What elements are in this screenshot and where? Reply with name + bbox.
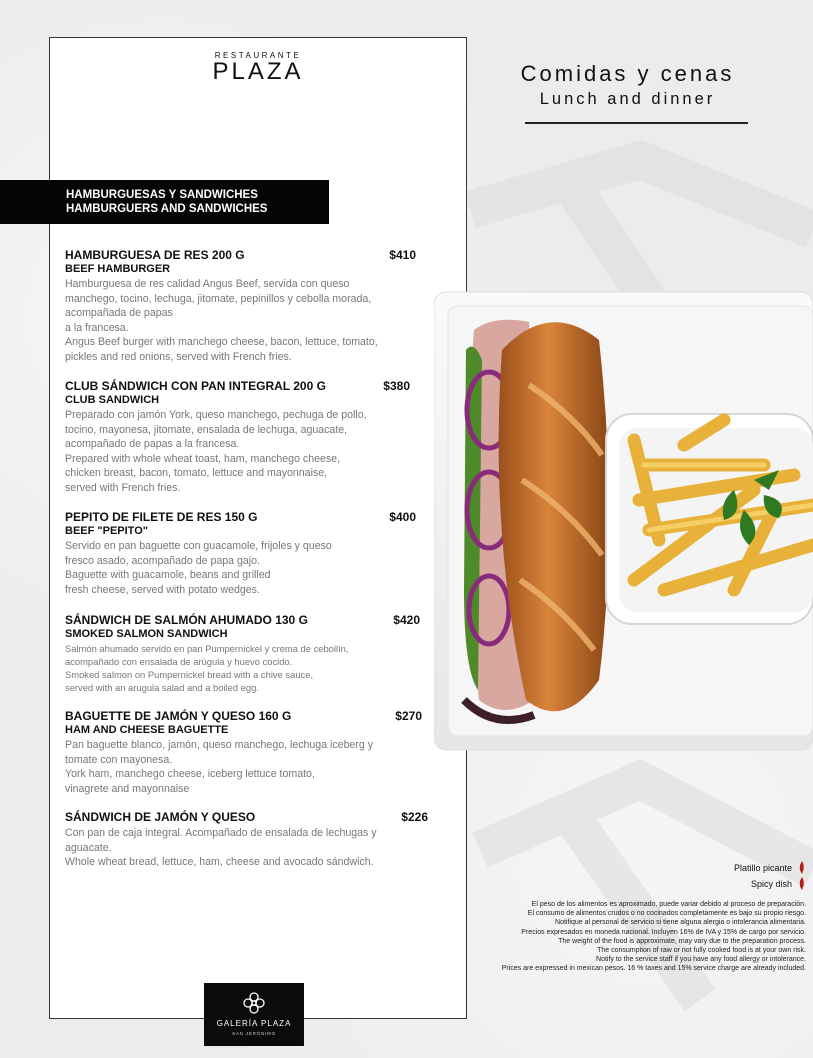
chili-icon	[798, 861, 805, 875]
item-price: $226	[401, 810, 428, 824]
item-name: CLUB SÁNDWICH CON PAN INTEGRAL 200 G	[65, 379, 326, 393]
item-description: Preparado con jamón York, queso manchego, pechuga de pollo, tocino, mayonesa, jitomate, ensalada de lechuga, aguacate, acompañado de papas a la francesa. Prepared with whole wheat toast, ham, manchego cheese, chicken breast, bacon, tomato, lettuce and mayonnaise, served with French fries.	[65, 409, 367, 494]
item-name: SÁNDWICH DE SALMÓN AHUMADO 130 G	[65, 613, 308, 627]
item-price: $270	[395, 709, 422, 723]
item-description: Con pan de caja integral. Acompañado de ensalada de lechugas y aguacate. Whole wheat bread, lettuce, ham, cheese and avocado sándwich.	[65, 827, 377, 868]
page-subtitle: Lunch and dinner	[539, 90, 716, 108]
item-name: BAGUETTE DE JAMÓN Y QUESO 160 G	[65, 709, 292, 723]
item-description: Servido en pan baguette con guacamole, frijoles y queso fresco asado, acompañado de papa gajo. Baguette with guacamole, beans and grilled fresh cheese, served with potato wedges.	[65, 540, 332, 596]
item-description: Salmón ahumado servido en pan Pumpernickel y crema de cebollín, acompañado con ensalada de arúgula y huevo cocido. Smoked salmon on Pumpernickel bread with a chive sauce, served with an arugula salad and a boiled egg.	[65, 643, 349, 693]
section-banner	[0, 180, 329, 224]
spicy-label-english: Spicy dish	[750, 879, 792, 889]
menu-item	[65, 709, 430, 796]
menu-item	[65, 613, 430, 694]
restaurant-logo	[50, 51, 466, 84]
logo-big-text: PLAZA	[212, 58, 304, 85]
item-name: PEPITO DE FILETE DE RES 150 G	[65, 510, 258, 524]
title-divider	[525, 122, 748, 124]
ornament-icon	[242, 991, 266, 1015]
sandwich-and-fries-photo	[434, 290, 813, 752]
menu-item	[65, 379, 430, 495]
spicy-label-spanish: Platillo picante	[733, 863, 792, 873]
section-title-spanish: HAMBURGUESAS Y SANDWICHES	[66, 189, 258, 201]
page-title: Comidas y cenas	[520, 61, 735, 86]
galeria-plaza-logo	[204, 983, 304, 1046]
item-subtitle: BEEF "PEPITO"	[65, 525, 148, 537]
spicy-legend	[690, 860, 805, 892]
item-subtitle: BEEF HAMBURGER	[65, 263, 171, 275]
galeria-plaza-name: GALERÍA PLAZA	[216, 1019, 292, 1028]
galeria-plaza-sub: SAN JERÓNIMO	[232, 1031, 276, 1036]
item-description: Pan baguette blanco, jamón, queso manchego, lechuga iceberg y tomate con mayonesa. York ham, manchego cheese, iceberg lettuce tomato, vinagrete and mayonnaise	[65, 739, 374, 795]
item-price: $380	[383, 379, 410, 393]
item-subtitle: CLUB SANDWICH	[65, 394, 160, 406]
menu-item	[65, 810, 430, 870]
menu-item	[65, 248, 430, 364]
disclaimer-text: El peso de los alimentos es aproximado, puede variar debido al proceso de preparación. El consumo de alimentos crudos o no cocinados completamente es bajo su propio riesgo. Notifique al personal de servicio si tiene alguna alergia o intolerancia alimentaria. Precios expresados en moneda nacional. Incluyen 16% de IVA y 15% de cargo por servicio. The weight of the food is approximate, may vary due to the preparation process. The consumption of raw or not fully cooked food is at your own risk. Notify to the service staff if you have any food allergy or intolerance. Prices are expressed in mexican pesos. 16 % taxes and 15% service charge are already included.	[501, 901, 806, 973]
logo-small-text: RESTAURANTE	[214, 51, 302, 60]
item-subtitle: HAM AND CHEESE BAGUETTE	[65, 724, 229, 736]
item-subtitle: SMOKED SALMON SANDWICH	[65, 628, 228, 640]
item-name: HAMBURGUESA DE RES 200 G	[65, 248, 245, 262]
item-price: $410	[389, 248, 416, 262]
chili-icon	[798, 877, 805, 891]
section-title-english: HAMBURGUERS AND SANDWICHES	[66, 203, 268, 215]
item-description: Hamburguesa de res calidad Angus Beef, servida con queso manchego, tocino, lechuga, jitomate, pepinillos y cebolla morada, acompañada de papas a la francesa. Angus Beef burger with manchego cheese, bacon, lettuce, tomato, pickles and red onions, served with French fries.	[65, 278, 378, 363]
item-price: $400	[389, 510, 416, 524]
item-price: $420	[393, 613, 420, 627]
item-name: SÁNDWICH DE JAMÓN Y QUESO	[65, 810, 256, 824]
menu-item	[65, 510, 430, 597]
